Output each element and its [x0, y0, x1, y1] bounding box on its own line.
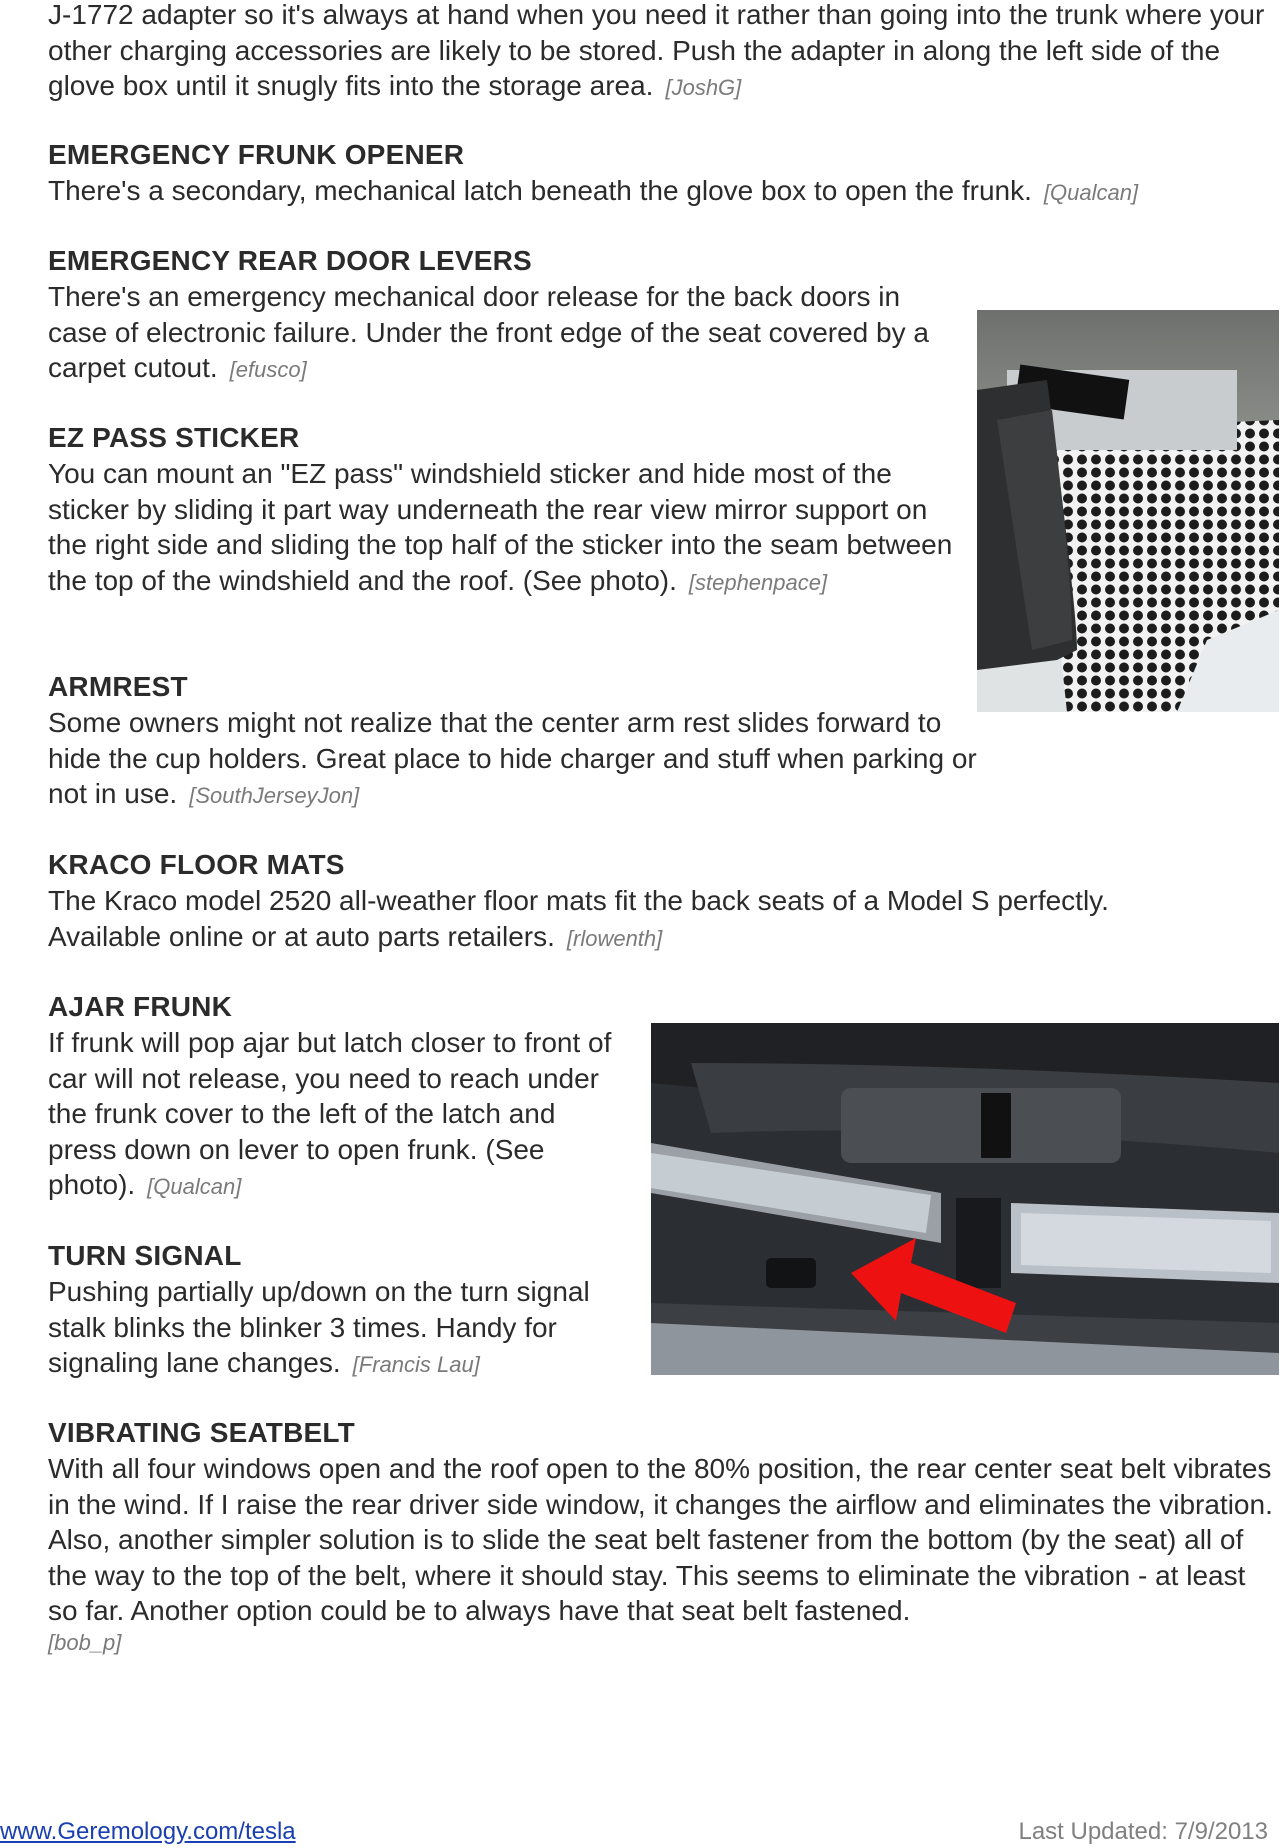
tip-text: There's an emergency mechanical door release for the back doors in case of electronic failure. Under the front edge of the seat covered by a carpet cutout.	[48, 281, 929, 383]
tip-text: There's a secondary, mechanical latch beneath the glove box to open the frunk.	[48, 175, 1032, 206]
tip-emergency-frunk-opener	[48, 137, 1278, 211]
tip-credit: [SouthJerseyJon]	[189, 783, 360, 808]
tip-credit: [Qualcan]	[147, 1174, 242, 1199]
intro-text: J-1772 adapter so it's always at hand when you need it rather than going into the trunk where your other charging accessories are likely to be stored. Push the adapter in along the left side of the glove box until it snugly fits into the storage area.	[48, 0, 1265, 101]
tip-turn-signal	[48, 1238, 628, 1383]
frunk-latch-photo	[651, 1023, 1279, 1375]
tip-text: The Kraco model 2520 all-weather floor mats fit the back seats of a Model S perfectly. Available online or at auto parts retailers.	[48, 885, 1109, 952]
tip-ez-pass-sticker	[48, 420, 958, 600]
tip-ajar-frunk	[48, 989, 613, 1205]
tip-credit: [rlowenth]	[566, 925, 663, 951]
tip-text: If frunk will pop ajar but latch closer to front of car will not release, you need to reach under the frunk cover to the left of the latch and press down on lever to open frunk. (See photo).	[48, 1027, 612, 1200]
tip-text: You can mount an "EZ pass" windshield sticker and hide most of the sticker by sliding it part way underneath the rear view mirror support on the right side and sliding the top half of the sticker into the seam between the top of the windshield and the roof. (See photo).	[48, 458, 953, 596]
frunk-latch-photo-graphic	[651, 1023, 1279, 1375]
tip-emergency-rear-door-levers	[48, 243, 948, 388]
tip-title: ARMREST	[48, 671, 188, 702]
tip-credit: [stephenpace]	[688, 569, 828, 595]
tip-title: EZ PASS STICKER	[48, 422, 300, 453]
last-updated-date: Last Updated: 7/9/2013	[1018, 1818, 1268, 1845]
tip-text: Pushing partially up/down on the turn signal stalk blinks the blinker 3 times. Handy for signaling lane changes.	[48, 1276, 590, 1378]
tip-title: KRACO FLOOR MATS	[48, 849, 345, 880]
ez-pass-photo-graphic	[977, 310, 1279, 712]
tip-title: EMERGENCY REAR DOOR LEVERS	[48, 245, 532, 276]
tip-title: AJAR FRUNK	[48, 991, 232, 1022]
tip-credit: [bob_p]	[48, 1629, 122, 1655]
intro-paragraph	[48, 0, 1278, 106]
tip-title: TURN SIGNAL	[48, 1240, 242, 1271]
tip-text: Some owners might not realize that the center arm rest slides forward to hide the cup holders. Great place to hide charger and stuff when parking or not in use.	[48, 707, 977, 809]
tip-vibrating-seatbelt	[48, 1415, 1280, 1657]
tip-kraco-floor-mats	[48, 847, 1228, 956]
tip-title: EMERGENCY FRUNK OPENER	[48, 139, 465, 170]
tip-armrest	[48, 669, 983, 814]
tip-title: VIBRATING SEATBELT	[48, 1417, 355, 1448]
footer-website-link[interactable]: www.Geremology.com/tesla	[0, 1818, 296, 1845]
tip-credit: [Qualcan]	[1043, 180, 1139, 205]
tip-credit: [efusco]	[229, 357, 307, 382]
tip-credit: [Francis Lau]	[352, 1352, 480, 1377]
tip-text: With all four windows open and the roof open to the 80% position, the rear center seat belt vibrates in the wind. If I raise the rear driver side window, it changes the airflow and eliminates the vibration. Also, another simpler solution is to slide the seat belt fastener from the bottom (by the seat) all of the way to the top of the belt, where it should stay. This seems to eliminate the vibration - at least so far. Another option could be to always have that seat belt fastened.	[48, 1453, 1273, 1626]
ez-pass-photo	[977, 310, 1279, 712]
intro-credit: [JoshG]	[665, 75, 742, 100]
